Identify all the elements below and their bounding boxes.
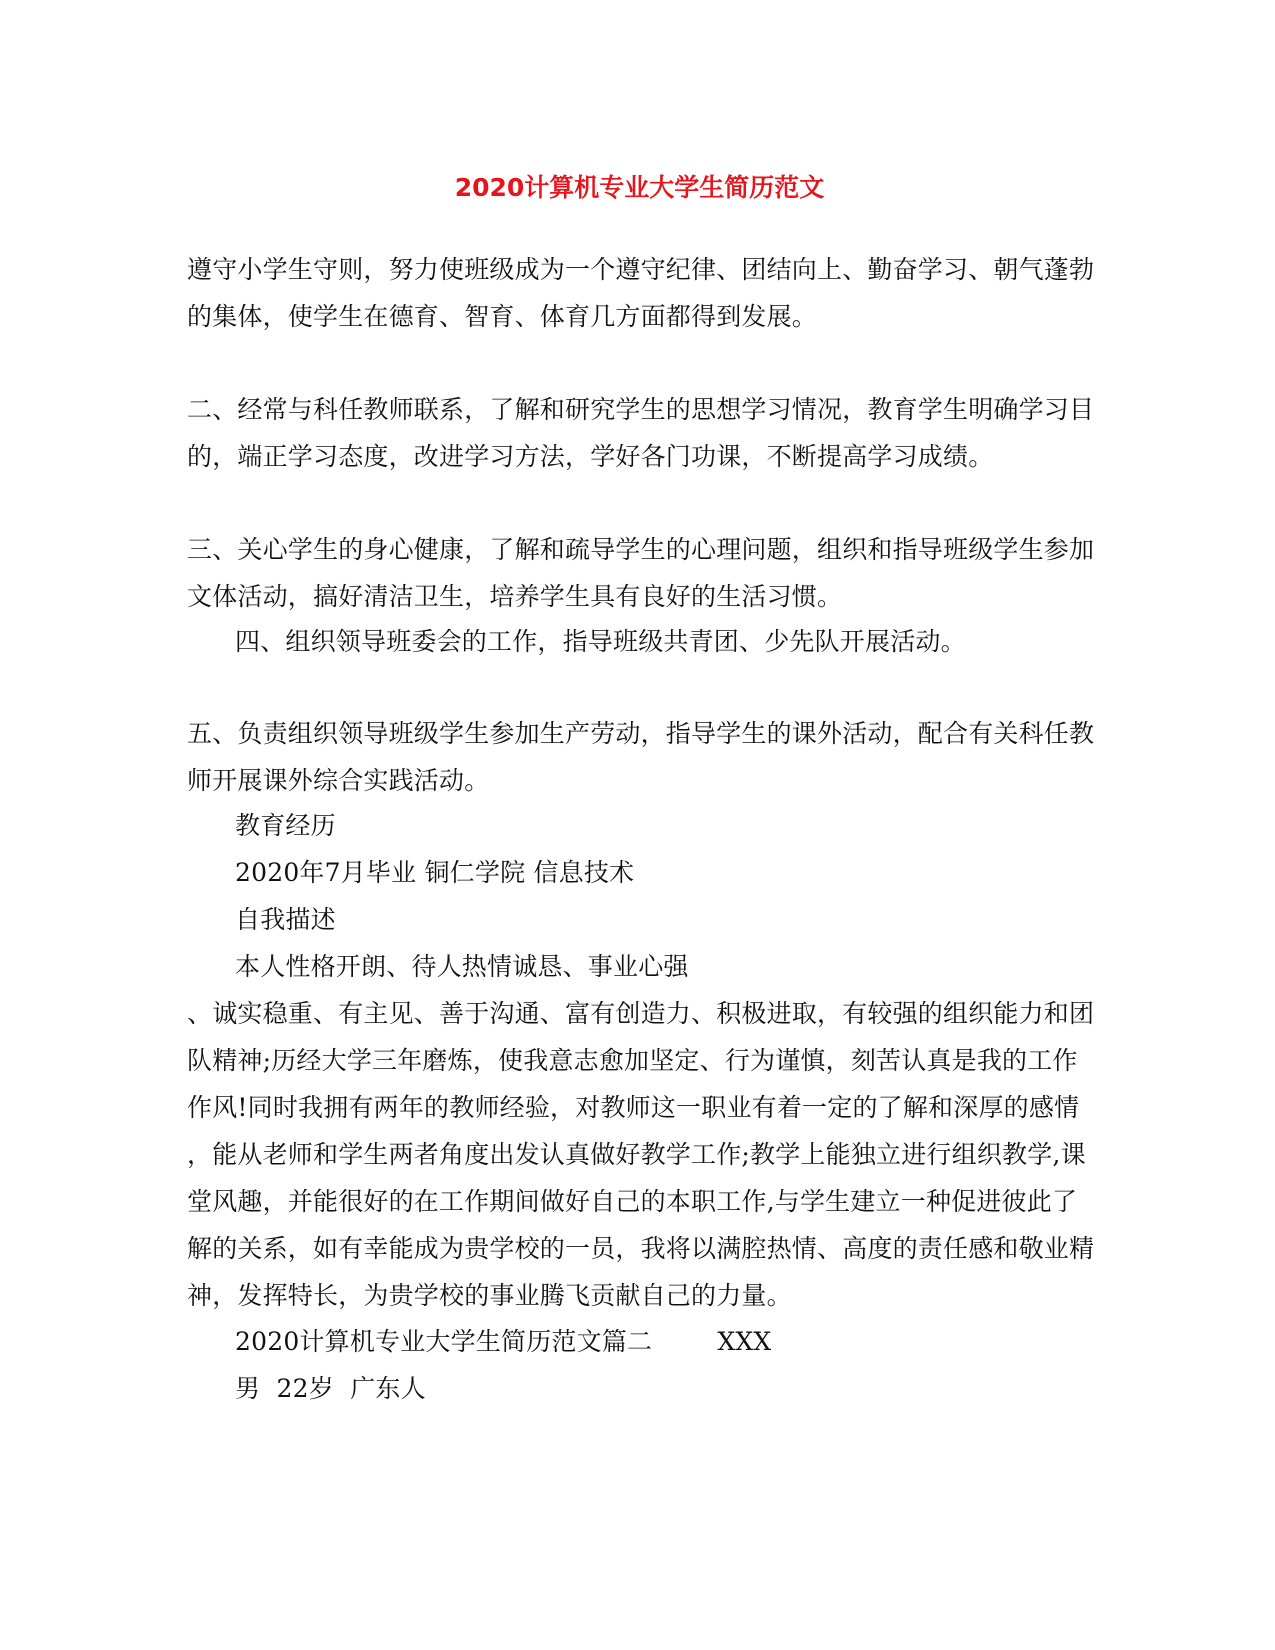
paragraph-line: 遵守小学生守则，努力使班级成为一个遵守纪律、团结向上、勤奋学习、朝气蓬勃 <box>187 255 1095 284</box>
paragraph-5 <box>187 710 1095 804</box>
part-two-info: 男 22岁 广东人 <box>235 1374 426 1403</box>
paragraph-line: 解的关系，如有幸能成为贵学校的一员，我将以满腔热情、高度的责任感和敬业精 <box>187 1234 1095 1263</box>
education-heading: 教育经历 <box>235 811 336 840</box>
self-description-first-line: 本人性格开朗、待人热情诚恳、事业心强 <box>235 952 689 981</box>
paragraph-line: 的，端正学习态度，改进学习方法，学好各门功课，不断提高学习成绩。 <box>187 442 994 471</box>
paragraph-line: 师开展课外综合实践活动。 <box>187 766 490 795</box>
self-description-body <box>187 990 1095 1319</box>
paragraph-line: 的集体，使学生在德育、智育、体育几方面都得到发展。 <box>187 302 818 331</box>
self-description-heading: 自我描述 <box>235 905 336 934</box>
education-line: 2020年7月毕业 铜仁学院 信息技术 <box>235 858 635 887</box>
paragraph-line: 三、关心学生的身心健康，了解和疏导学生的心理问题，组织和指导班级学生参加 <box>187 535 1095 564</box>
paragraph-line: 队精神;历经大学三年磨炼，使我意志愈加坚定、行为谨慎，刻苦认真是我的工作 <box>187 1046 1078 1075</box>
document-page <box>187 0 1095 1650</box>
paragraph-line: 、诚实稳重、有主见、善于沟通、富有创造力、积极进取，有较强的组织能力和团 <box>187 999 1095 1028</box>
paragraph-line: ，能从老师和学生两者角度出发认真做好教学工作;教学上能独立进行组织教学,课 <box>187 1140 1086 1169</box>
paragraph-4 <box>235 618 1092 665</box>
paragraph-line: 文体活动，搞好清洁卫生，培养学生具有良好的生活习惯。 <box>187 582 843 611</box>
paragraph-line: 堂风趣，并能很好的在工作期间做好自己的本职工作,与学生建立一种促进彼此了 <box>187 1187 1078 1216</box>
paragraph-line: 四、组织领导班委会的工作，指导班级共青团、少先队开展活动。 <box>235 627 966 656</box>
part-two-section <box>235 1318 1092 1412</box>
part-two-title: 2020计算机专业大学生简历范文篇二 XXX <box>235 1327 772 1356</box>
paragraph-line: 作风!同时我拥有两年的教师经验，对教师这一职业有着一定的了解和深厚的感情 <box>187 1093 1080 1122</box>
paragraph-3 <box>187 526 1095 620</box>
paragraph-1 <box>187 246 1095 340</box>
paragraph-line: 神，发挥特长，为贵学校的事业腾飞贡献自己的力量。 <box>187 1281 792 1310</box>
paragraph-2 <box>187 386 1095 480</box>
paragraph-line: 二、经常与科任教师联系，了解和研究学生的思想学习情况，教育学生明确学习目 <box>187 395 1095 424</box>
education-section <box>235 802 1092 990</box>
document-title: 2020计算机专业大学生简历范文 <box>454 173 825 202</box>
paragraph-line: 五、负责组织领导班级学生参加生产劳动，指导学生的课外活动，配合有关科任教 <box>187 719 1095 748</box>
